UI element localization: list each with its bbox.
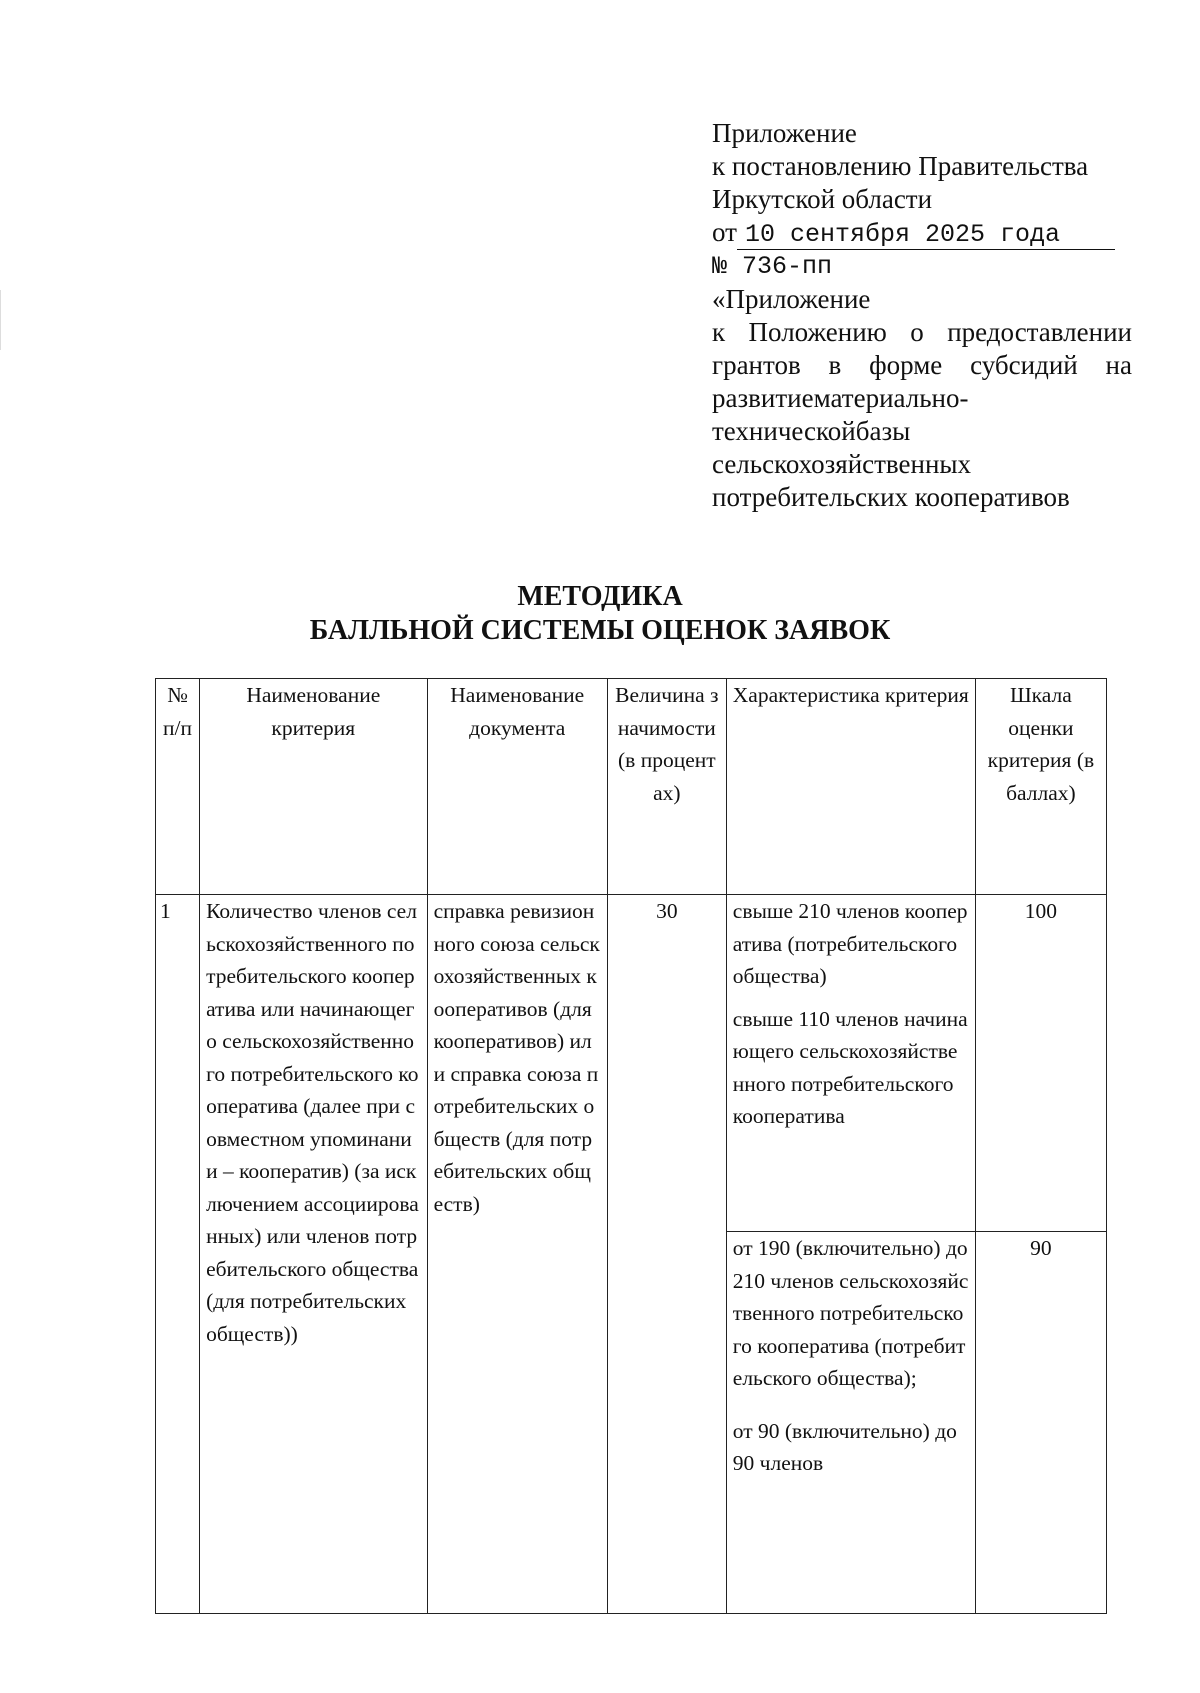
sub-appendix-label: «Приложение	[712, 284, 871, 314]
title-line-1: МЕТОДИКА	[517, 581, 683, 612]
row-score-b: 90	[975, 1232, 1106, 1614]
row-document: справка ревизионного союза сельскохозяйственных кооперативов (для кооперативов) или справка союза потребительских обществ (для потребительских обществ)	[427, 895, 607, 1614]
sub-appendix-line: грантов в форме субсидий на	[712, 350, 1132, 380]
criteria-table	[155, 678, 1107, 1614]
word: базы	[855, 416, 911, 446]
resolution-date: 10 сентября 2025 года	[737, 221, 1115, 250]
row-num: 1	[156, 895, 200, 1614]
header-criterion: Наименование критерия	[200, 679, 428, 895]
row-score-a: 100	[975, 895, 1106, 1232]
sub-appendix-line: потребительских кооперативов	[712, 482, 1070, 512]
appendix-block	[712, 117, 1132, 514]
header-num: № п/п	[156, 679, 200, 895]
table-header-row	[156, 679, 1107, 895]
scan-edge-mark	[0, 290, 1, 350]
sub-appendix-line: к Положению о предоставлении	[712, 317, 1132, 347]
appendix-label: Приложение	[712, 118, 857, 148]
characteristic-text: от 90 (включительно) до 90 членов	[732, 1418, 957, 1475]
document-title	[0, 580, 1200, 648]
header-weight: Величина значимости (в процентах)	[607, 679, 726, 895]
word: технической	[712, 416, 856, 446]
header-document: Наименование документа	[427, 679, 607, 895]
table-row	[156, 895, 1107, 1232]
characteristic-text: от 190 (включительно) до 210 членов сельскохозяйственного потребительского кооператива (потребительского общества);	[732, 1236, 969, 1390]
row-characteristic-a	[726, 895, 975, 1232]
sub-appendix-line	[712, 415, 1132, 448]
title-line-2: БАЛЛЬНОЙ СИСТЕМЫ ОЦЕНОК ЗАЯВОК	[309, 615, 891, 646]
row-criterion: Количество членов сельскохозяйственного потребительского кооператива или начинающего сельскохозяйственного потребительского кооператива (далее при совместном упоминании – кооператив) (за исключением ассоциированных) или членов потребительского общества (для потребительских обществ))	[200, 895, 428, 1614]
word: материально-	[813, 383, 969, 413]
header-characteristic: Характеристика критерия	[726, 679, 975, 895]
sub-appendix-line: сельскохозяйственных	[712, 449, 972, 479]
row-characteristic-b	[726, 1232, 975, 1614]
appendix-date-line	[712, 216, 1132, 250]
appendix-region: Иркутской области	[712, 184, 933, 214]
characteristic-text: свыше 210 членов кооператива (потребительского общества)	[732, 899, 968, 988]
characteristic-text: свыше 110 членов начинающего сельскохозяйственного потребительского кооператива	[732, 1006, 968, 1128]
word: развитие	[712, 383, 814, 413]
date-prefix: от	[712, 217, 737, 247]
row-weight: 30	[607, 895, 726, 1614]
resolution-number: № 736-пп	[712, 252, 833, 281]
sub-appendix-line	[712, 382, 1132, 415]
appendix-resolution: к постановлению Правительства	[712, 151, 1089, 181]
header-scale: Шкала оценки критерия (в баллах)	[975, 679, 1106, 895]
